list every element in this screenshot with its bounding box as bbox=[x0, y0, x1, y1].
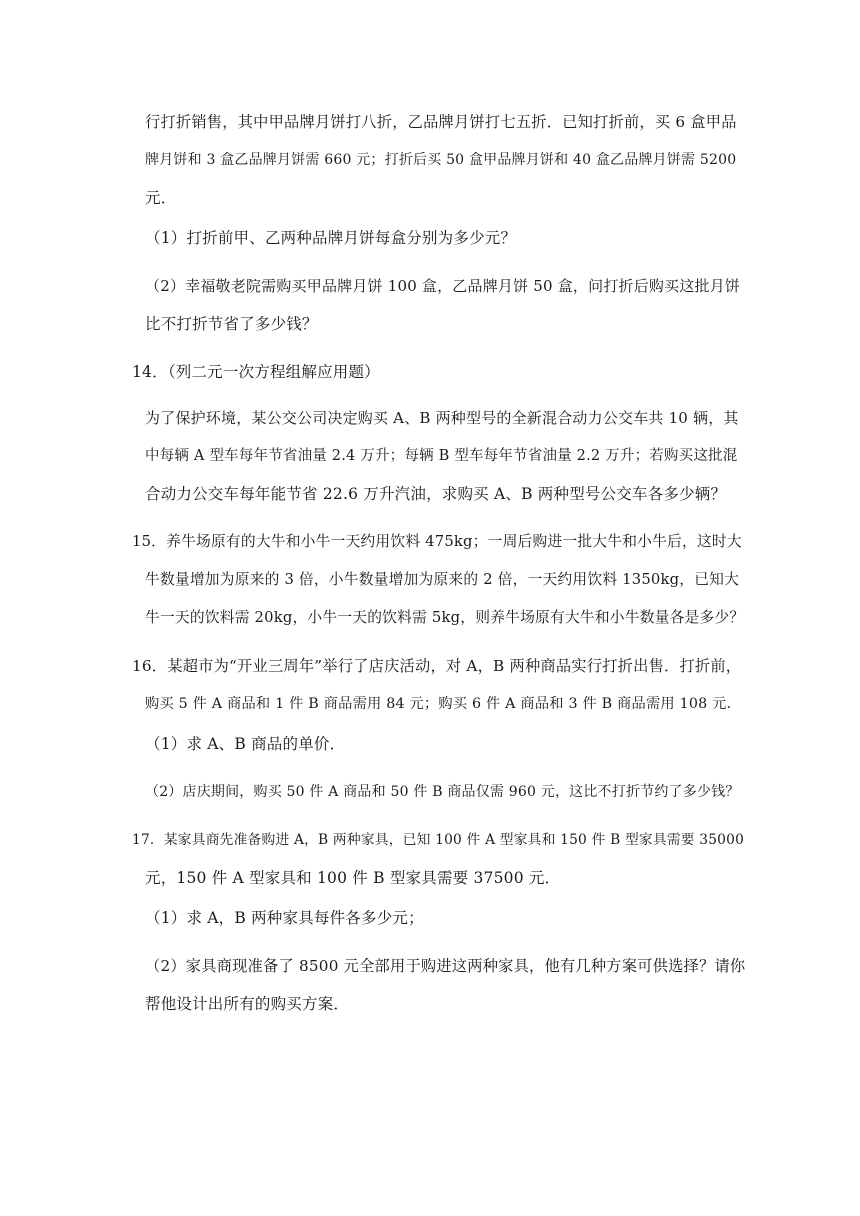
q17-line-2: 元，150 件 A 型家具和 100 件 B 型家具需要 37500 元． bbox=[145, 869, 561, 887]
q14-line-1: 为了保护环境，某公交公司决定购买 A、B 两种型号的全新混合动力公交车共 10 辆，其 bbox=[145, 409, 739, 427]
q13-part-1: （1）打折前甲、乙两种品牌月饼每盒分别为多少元？ bbox=[145, 229, 517, 247]
q16-line-2: 购买 5 件 A 商品和 1 件 B 商品需用 84 元；购买 6 件 A 商品和 3 件 B 商品需用 108 元． bbox=[145, 696, 742, 712]
q17-line-1: 17．某家具商先准备购进 A，B 两种家具，已知 100 件 A 型家具和 150 件 B 型家具需要 35000 bbox=[132, 832, 745, 848]
q13-line-1: 行打折销售，其中甲品牌月饼打八折，乙品牌月饼打七五折．已知打折前，买 6 盒甲品 bbox=[145, 113, 737, 131]
q16-part-1: （1）求 A、B 商品的单价． bbox=[145, 735, 346, 753]
q14-line-2: 中每辆 A 型车每年节省油量 2.4 万升；每辆 B 型车每年节省油量 2.2 万升；若购买这批混 bbox=[145, 448, 738, 464]
q13-line-2: 牌月饼和 3 盒乙品牌月饼需 660 元；打折后买 50 盒甲品牌月饼和 40 盒乙品牌月饼需 5200 bbox=[145, 152, 737, 168]
q15-line-2: 牛数量增加为原来的 3 倍，小牛数量增加为原来的 2 倍，一天约用饮料 1350kg，已知大 bbox=[145, 571, 740, 588]
q16-line-1: 16．某超市为“开业三周年”举行了店庆活动，对 A，B 两种商品实行打折出售．打折前， bbox=[132, 657, 742, 675]
q15-line-1: 15．养牛场原有的大牛和小牛一天约用饮料 475kg；一周后购进一批大牛和小牛后，这时大 bbox=[132, 533, 742, 550]
q16-part-2: （2）店庆期间，购买 50 件 A 商品和 50 件 B 商品仅需 960 元，这比不打折节约了多少钱？ bbox=[145, 784, 740, 800]
q13-part-2-line-1: （2）幸福敬老院需购买甲品牌月饼 100 盒，乙品牌月饼 50 盒，问打折后购买这批月饼 bbox=[145, 277, 741, 295]
q15-line-3: 牛一天的饮料需 20kg，小牛一天的饮料需 5kg，则养牛场原有大牛和小牛数量各是多少？ bbox=[145, 609, 745, 626]
q14-heading: 14．（列二元一次方程组解应用题） bbox=[132, 363, 380, 381]
q17-part-2-line-1: （2）家具商现准备了 8500 元全部用于购进这两种家具，他有几种方案可供选择？请你 bbox=[145, 957, 746, 975]
q14-line-3: 合动力公交车每年能节省 22.6 万升汽油，求购买 A、B 两种型号公交车各多少辆？ bbox=[145, 485, 727, 503]
q13-line-3: 元． bbox=[145, 189, 177, 207]
q17-part-2-line-2: 帮他设计出所有的购买方案． bbox=[145, 995, 350, 1013]
q17-part-1: （1）求 A，B 两种家具每件各多少元； bbox=[145, 909, 424, 927]
q13-part-2-line-2: 比不打折节省了多少钱？ bbox=[145, 315, 318, 333]
